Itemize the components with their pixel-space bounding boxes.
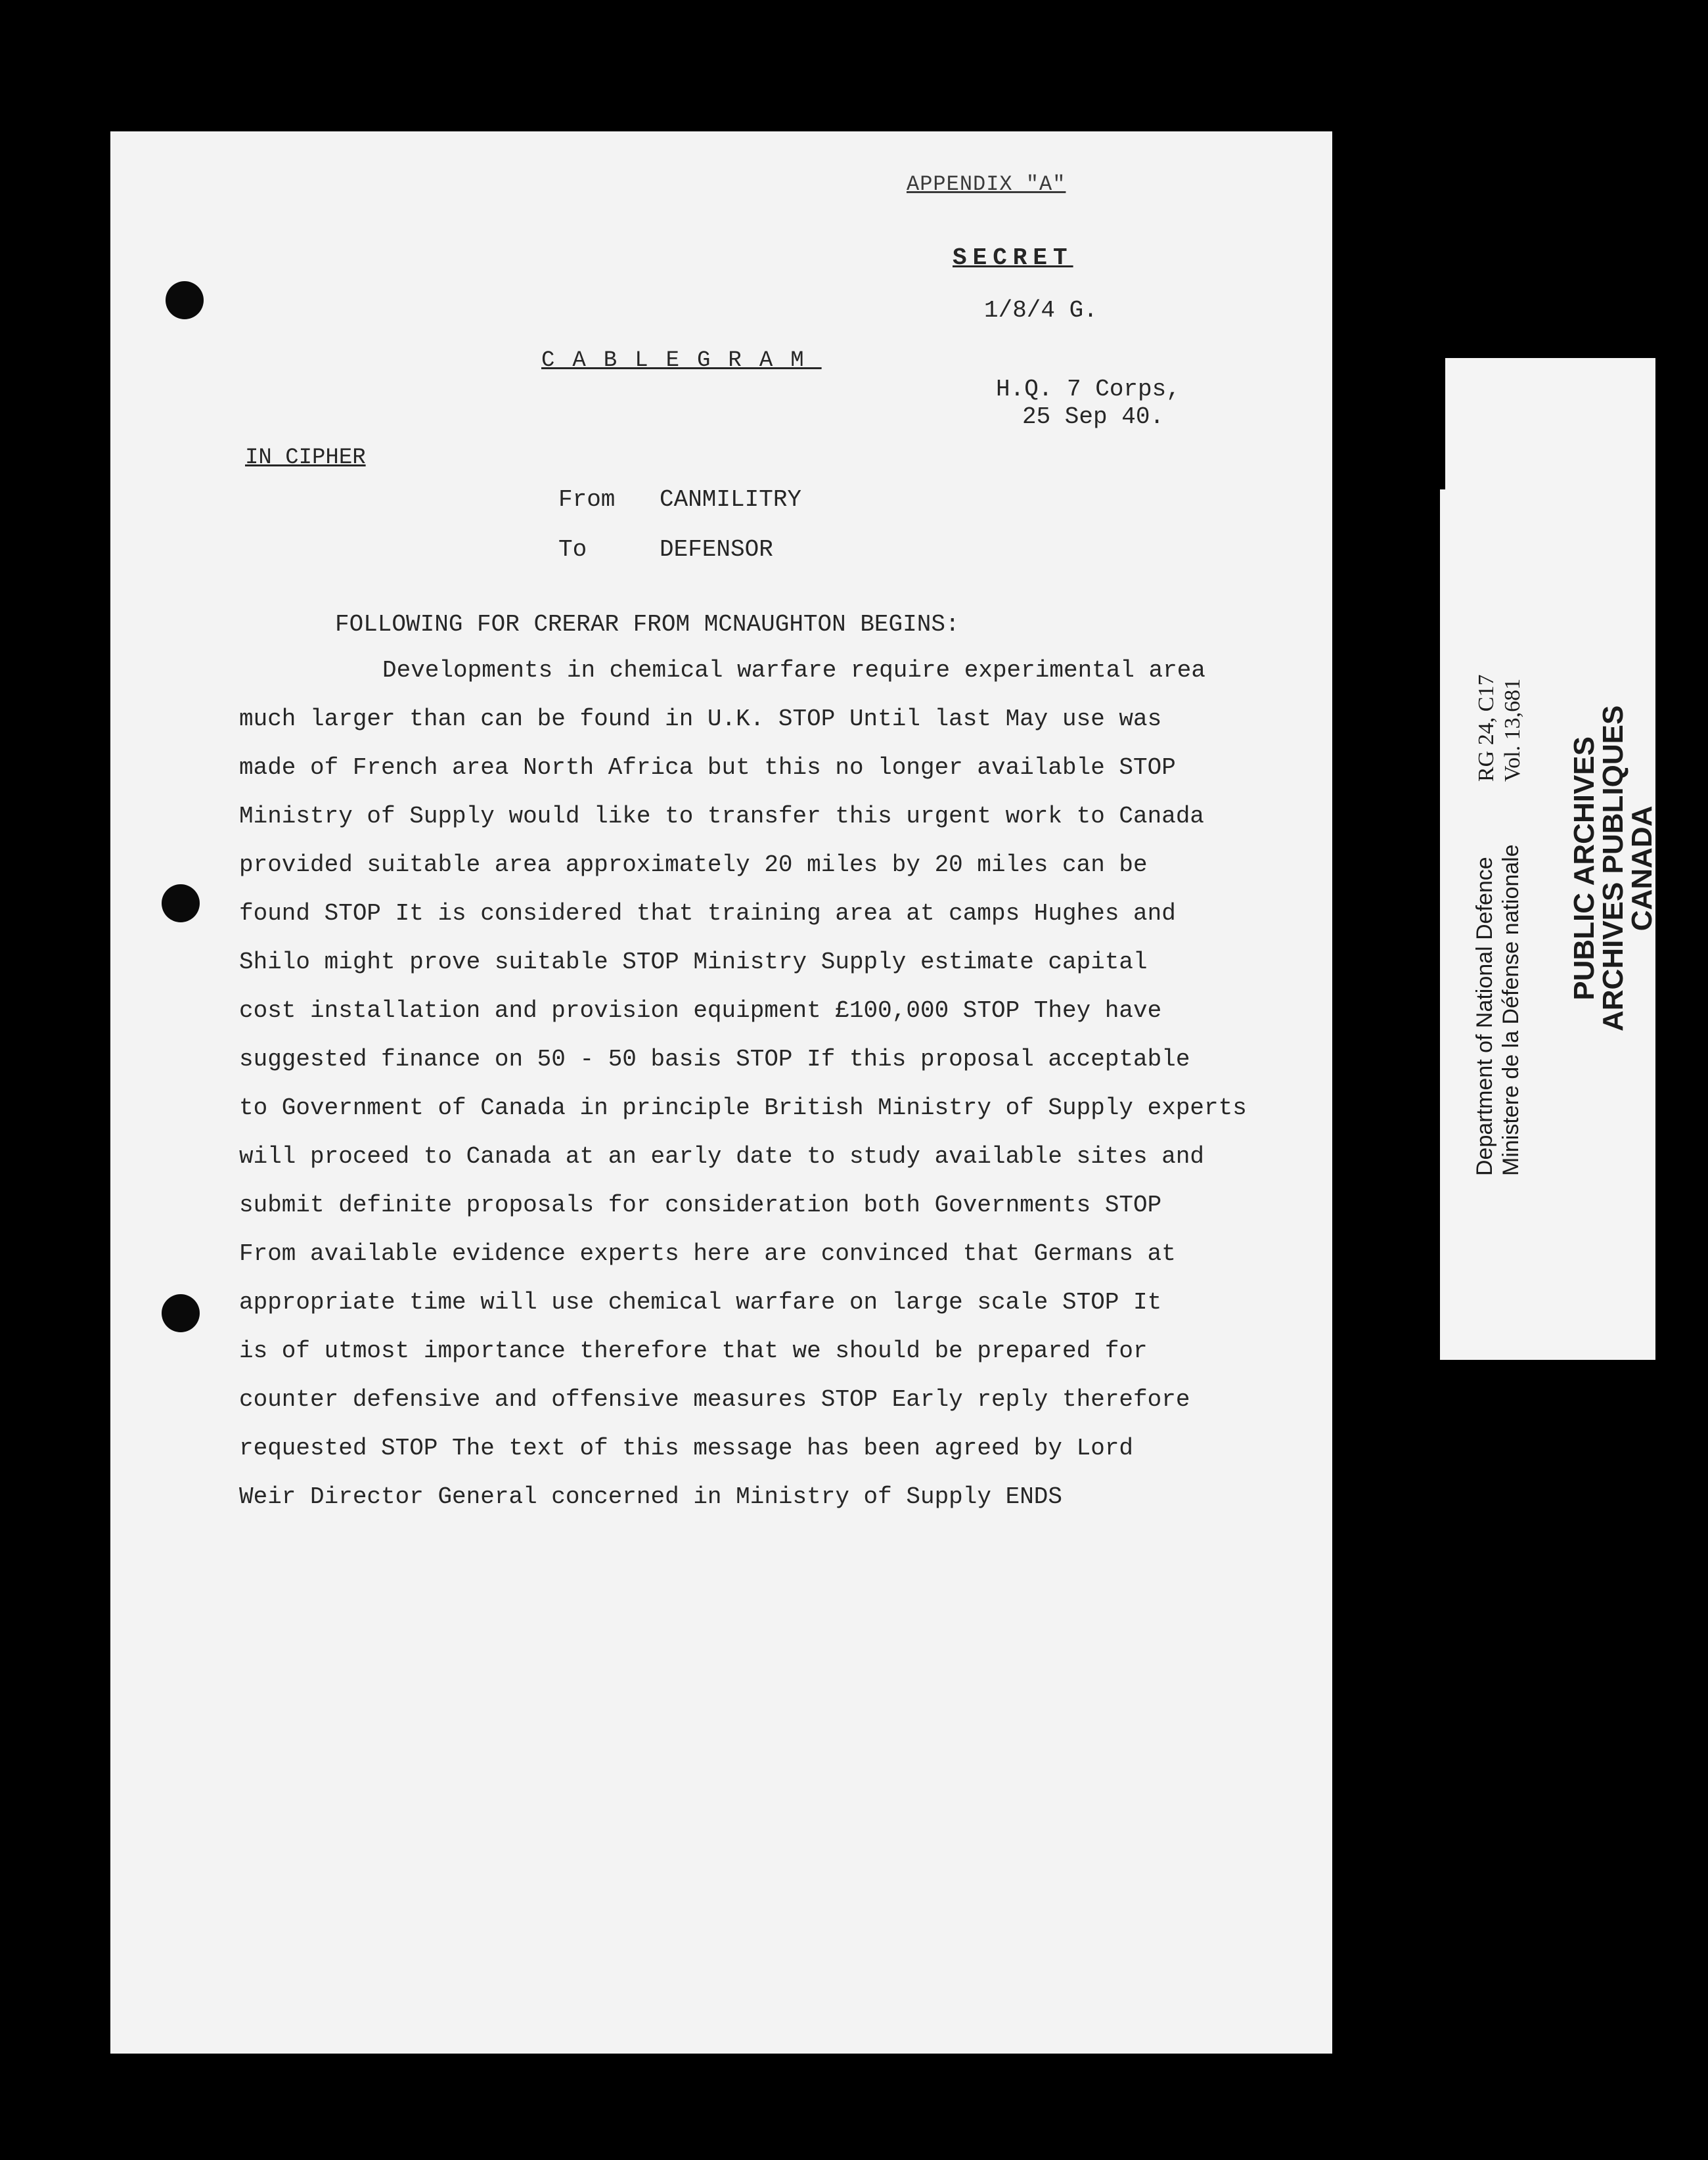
document-title: CABLEGRAM — [541, 348, 822, 373]
body-line: From available evidence experts here are convinced that Germans at — [239, 1240, 1176, 1267]
from-value: CANMILITRY — [660, 486, 802, 513]
body-line: requested STOP The text of this message has been agreed by Lord — [239, 1435, 1134, 1462]
archive-stamp-card-top — [1445, 358, 1655, 489]
appendix-label: APPENDIX "A" — [907, 172, 1066, 196]
archive-reference — [1473, 675, 1526, 782]
record-group: RG 24, C17 — [1474, 674, 1498, 782]
body-line: submit definite proposals for consideration both Governments STOP — [239, 1192, 1162, 1219]
origin-line: H.Q. 7 Corps, — [996, 376, 1180, 403]
body-line: to Government of Canada in principle British Ministry of Supply experts — [239, 1094, 1247, 1121]
archive-department — [1472, 844, 1524, 1176]
department-english: Department of National Defence — [1472, 857, 1497, 1176]
punch-hole-middle — [162, 884, 200, 922]
body-line: cost installation and provision equipment £100,000 STOP They have — [239, 997, 1162, 1024]
to-label: To — [558, 536, 587, 563]
body-line: Weir Director General concerned in Ministry of Supply ENDS — [239, 1483, 1063, 1510]
punch-hole-bottom — [162, 1294, 200, 1332]
archives-french: ARCHIVES PUBLIQUES — [1597, 705, 1629, 1031]
department-french: Ministere de la Défense nationale — [1498, 844, 1523, 1176]
body-line: provided suitable area approximately 20 miles by 20 miles can be — [239, 851, 1148, 878]
body-line: Ministry of Supply would like to transfer this urgent work to Canada — [239, 803, 1205, 830]
date-line: 25 Sep 40. — [1022, 403, 1165, 430]
from-label: From — [558, 486, 616, 513]
body-line: suggested finance on 50 - 50 basis STOP If this proposal acceptable — [239, 1046, 1190, 1073]
message-opening: FOLLOWING FOR CRERAR FROM MCNAUGHTON BEGINS: — [335, 611, 960, 638]
punch-hole-top — [166, 281, 204, 319]
body-line: counter defensive and offensive measures STOP Early reply therefore — [239, 1386, 1190, 1413]
body-line: found STOP It is considered that training area at camps Hughes and — [239, 900, 1176, 927]
archives-country: CANADA — [1626, 805, 1658, 932]
archive-name — [1570, 706, 1657, 1031]
archives-english: PUBLIC ARCHIVES — [1568, 736, 1600, 1001]
body-line: will proceed to Canada at an early date to study available sites and — [239, 1143, 1205, 1170]
to-value: DEFENSOR — [660, 536, 773, 563]
cipher-mode: IN CIPHER — [245, 445, 366, 470]
body-line: is of utmost importance therefore that we should be prepared for — [239, 1338, 1148, 1364]
body-line: Developments in chemical warfare require experimental area — [382, 657, 1206, 684]
body-line: made of French area North Africa but this no longer available STOP — [239, 754, 1176, 781]
body-line: appropriate time will use chemical warfare on large scale STOP It — [239, 1289, 1162, 1316]
classification-label: SECRET — [953, 244, 1073, 271]
body-line: Shilo might prove suitable STOP Ministry Supply estimate capital — [239, 949, 1148, 976]
body-line: much larger than can be found in U.K. STOP Until last May use was — [239, 706, 1162, 732]
volume-number: Vol. 13,681 — [1500, 678, 1525, 782]
reference-number: 1/8/4 G. — [984, 297, 1098, 324]
document-page — [110, 131, 1332, 2054]
